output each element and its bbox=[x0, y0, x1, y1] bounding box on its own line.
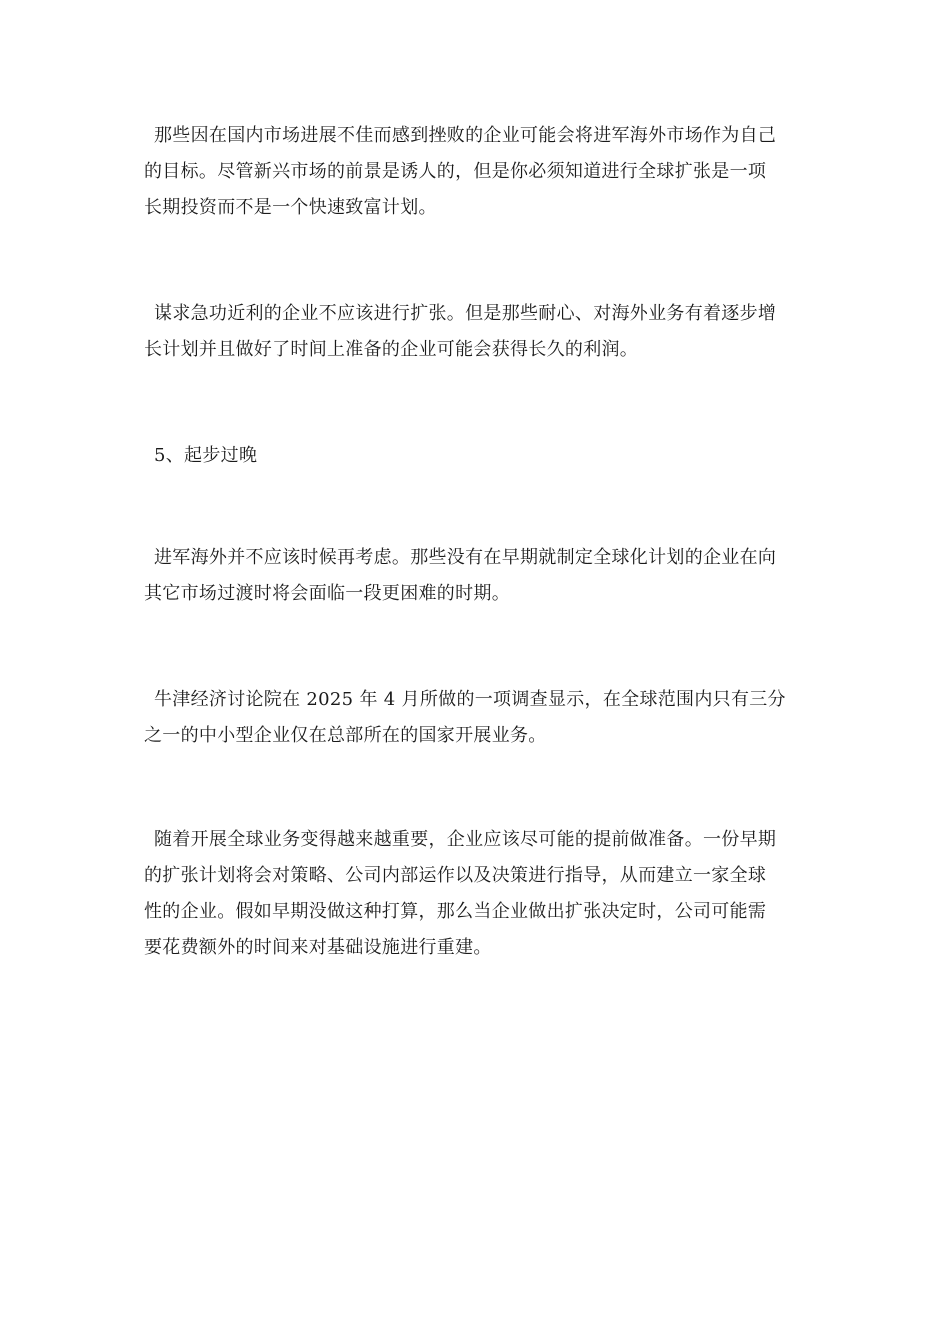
paragraph-line: 的目标。尽管新兴市场的前景是诱人的，但是你必须知道进行全球扩张是一项 bbox=[144, 161, 767, 182]
section-heading-text: 5、起步过晚 bbox=[154, 445, 258, 466]
paragraph-line: 其它市场过渡时将会面临一段更困难的时期。 bbox=[144, 583, 510, 604]
paragraph-line: 的扩张计划将会对策略、公司内部运作以及决策进行指导，从而建立一家全球 bbox=[144, 865, 767, 886]
section-heading bbox=[144, 438, 804, 474]
paragraph-line: 要花费额外的时间来对基础设施进行重建。 bbox=[144, 937, 492, 958]
paragraph-line: 长计划并且做好了时间上准备的企业可能会获得长久的利润。 bbox=[144, 339, 639, 360]
paragraph-line: 那些因在国内市场进展不佳而感到挫败的企业可能会将进军海外市场作为自己 bbox=[154, 125, 777, 146]
paragraph-1 bbox=[144, 118, 804, 226]
paragraph-line: 谋求急功近利的企业不应该进行扩张。但是那些耐心、对海外业务有着逐步增 bbox=[154, 303, 777, 324]
paragraph-4 bbox=[144, 682, 804, 754]
paragraph-line: 之一的中小型企业仅在总部所在的国家开展业务。 bbox=[144, 725, 547, 746]
paragraph-line: 长期投资而不是一个快速致富计划。 bbox=[144, 197, 437, 218]
paragraph-line: 随着开展全球业务变得越来越重要，企业应该尽可能的提前做准备。一份早期 bbox=[154, 829, 777, 850]
paragraph-5 bbox=[144, 822, 804, 966]
paragraph-line: 进军海外并不应该时候再考虑。那些没有在早期就制定全球化计划的企业在向 bbox=[154, 547, 777, 568]
paragraph-2 bbox=[144, 296, 804, 368]
paragraph-line: 性的企业。假如早期没做这种打算，那么当企业做出扩张决定时，公司可能需 bbox=[144, 901, 767, 922]
paragraph-line: 牛津经济讨论院在 2025 年 4 月所做的一项调查显示，在全球范围内只有三分 bbox=[154, 689, 786, 710]
paragraph-3 bbox=[144, 540, 804, 612]
